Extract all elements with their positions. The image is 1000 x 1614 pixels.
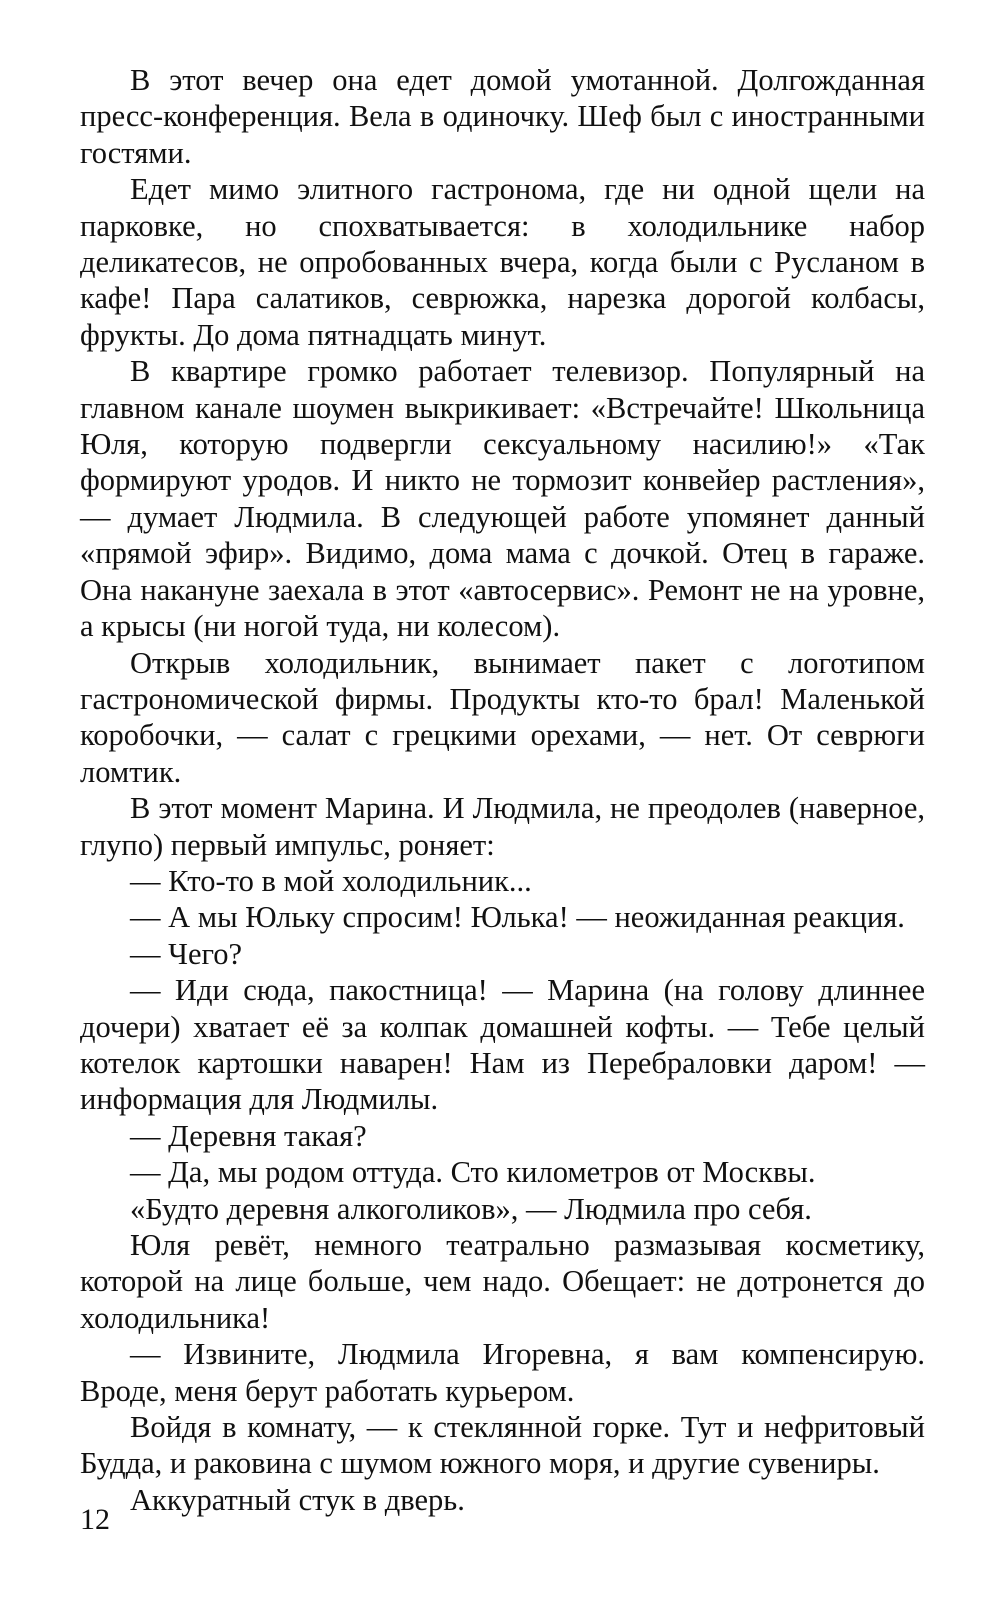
page-text: [80, 62, 925, 1518]
paragraph: Открыв холодильник, вынимает пакет с логотипом гастрономической фирмы. Продукты кто-то брал! Маленькой коробочки, — салат с грецкими орехами, — нет. От севрюги ломтик.: [80, 645, 925, 789]
paragraph: В квартире громко работает телевизор. Популярный на главном канале шоумен выкрикивает: «Встречайте! Школьница Юля, которую подвергли сексуальному насилию!» «Так формируют уродов. И никто не тормозит конвейер растления», — думает Людмила. В следующей работе упомянет данный «прямой эфир». Видимо, дома мама с дочкой. Отец в гараже. Она накануне заехала в этот «автосервис». Ремонт не на уровне, а крысы (ни ногой туда, ни колесом).: [80, 354, 925, 644]
dialogue-line: — А мы Юльку спросим! Юлька! — неожиданная реакция.: [130, 900, 905, 935]
paragraph: В этот момент Марина. И Людмила, не преодолев (наверное, глупо) первый импульс, роняет:: [80, 791, 925, 862]
paragraph: «Будто деревня алкоголиков», — Людмила про себя.: [130, 1191, 812, 1226]
dialogue-line: — Извините, Людмила Игоревна, я вам компенсирую. Вроде, меня берут работать курьером.: [80, 1337, 925, 1408]
paragraph: Едет мимо элитного гастронома, где ни одной щели на парковке, но спохватывается: в холодильнике набор деликатесов, не опробованных вчера, когда были с Русланом в кафе! Пара салатиков, севрюжка, нарезка дорогой колбасы, фрукты. До дома пятнадцать минут.: [80, 172, 925, 352]
page-number: 12: [80, 1503, 110, 1536]
dialogue-line: — Кто-то в мой холодильник...: [130, 863, 532, 898]
dialogue-line: — Иди сюда, пакостница! — Марина (на голову длиннее дочери) хватает её за колпак домашней кофты. — Тебе целый котелок картошки наварен! Нам из Перебраловки даром! — информация для Людмилы.: [80, 973, 925, 1117]
paragraph: Войдя в комнату, — к стеклянной горке. Тут и нефритовый Будда, и раковина с шумом южного моря, и другие сувениры.: [80, 1410, 925, 1481]
paragraph: В этот вечер она едет домой умотанной. Долгожданная пресс-конференция. Вела в одиночку. Шеф был с иностранными гостями.: [80, 63, 925, 170]
dialogue-line: — Чего?: [130, 936, 243, 971]
dialogue-line: — Да, мы родом оттуда. Сто километров от Москвы.: [130, 1155, 816, 1190]
paragraph: Юля ревёт, немного театрально размазывая косметику, которой на лице больше, чем надо. Обещает: не дотронется до холодильника!: [80, 1228, 925, 1335]
dialogue-line: — Деревня такая?: [130, 1118, 367, 1153]
paragraph: Аккуратный стук в дверь.: [130, 1482, 465, 1517]
